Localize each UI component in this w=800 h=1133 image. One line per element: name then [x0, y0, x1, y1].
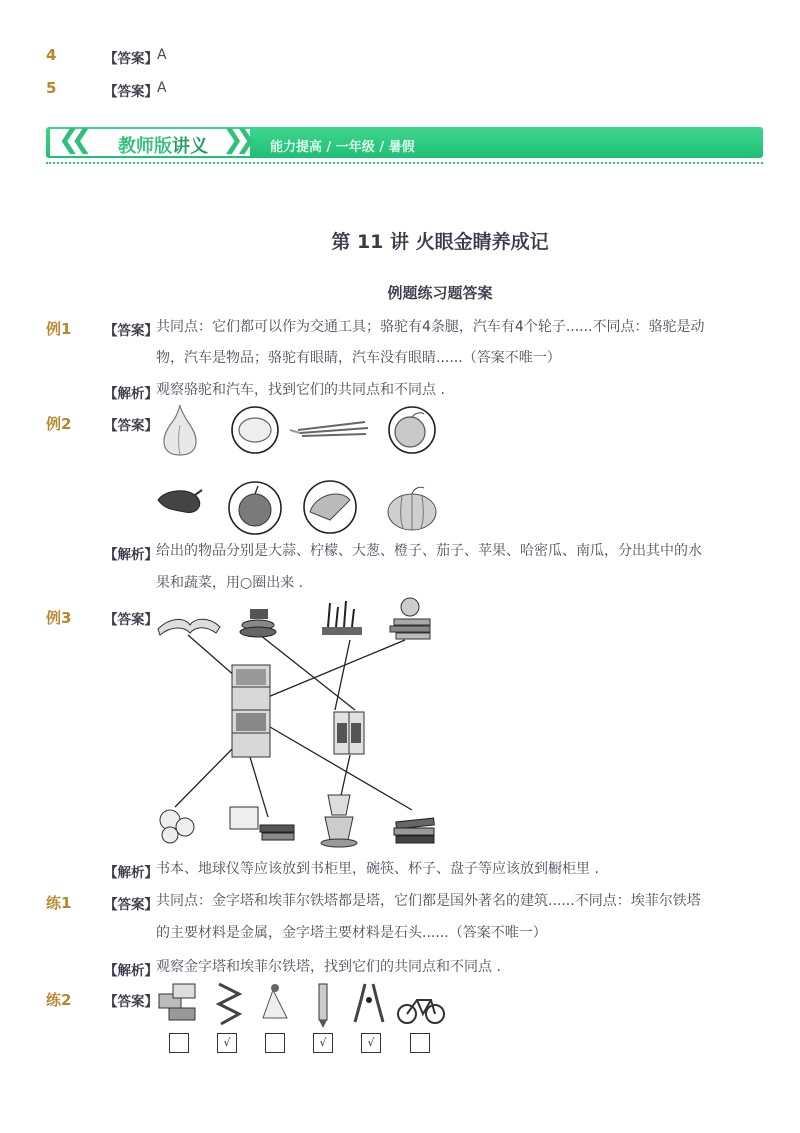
answer-checkbox[interactable]: √	[313, 1033, 333, 1053]
answer-checkbox[interactable]: √	[361, 1033, 381, 1053]
green-onion-icon	[290, 422, 368, 436]
section-title: 例题练习题答案	[387, 284, 493, 302]
example-number: 例3	[46, 609, 72, 627]
answer-text: 的主要材料是金属，金字塔主要材料是石头......（答案不唯一）	[156, 925, 547, 941]
banner-title: 教师版讲义	[118, 136, 208, 157]
practice-number: 练2	[46, 991, 72, 1009]
breadcrumb: 能力提高 / 一年级 / 暑假	[270, 140, 415, 155]
practice-number: 练1	[46, 894, 72, 912]
cups-icon	[321, 795, 357, 847]
bicycle-icon	[398, 1000, 444, 1023]
spring-icon	[219, 984, 239, 1024]
example-number: 例2	[46, 415, 72, 433]
answer-tag: 【答案】	[104, 323, 158, 339]
answer-tag: 【答案】	[104, 418, 158, 434]
bookcase-icon	[232, 665, 270, 757]
answer-text: 共同点：它们都可以作为交通工具；骆驼有4条腿，汽车有4个轮子......不同点：骆驼是动	[156, 319, 705, 335]
apple-icon	[229, 482, 281, 534]
analysis-text: 观察骆驼和汽车，找到它们的共同点和不同点 .	[156, 382, 445, 398]
analysis-text: 给出的物品分别是大蒜、柠檬、大葱、橙子、茄子、苹果、哈密瓜、南瓜，分出其中的水	[156, 543, 702, 559]
eggplant-icon	[158, 490, 202, 512]
pumpkin-icon	[388, 487, 436, 530]
globe-books-icon	[390, 598, 430, 639]
example-number: 例1	[46, 320, 72, 338]
matching-diagram	[150, 595, 450, 855]
open-book-icon	[158, 619, 220, 635]
lemon-icon	[232, 407, 278, 453]
dish-rack-icon	[322, 601, 362, 635]
objects-illustrations	[155, 980, 455, 1030]
analysis-text: 书本、地球仪等应该放到书柜里，碗筷、杯子、盘子等应该放到橱柜里 .	[156, 861, 599, 877]
answer-text: 物，汽车是物品；骆驼有眼睛，汽车没有眼睛......（答案不唯一）	[156, 350, 561, 366]
analysis-tag: 【解析】	[104, 386, 158, 402]
bowls-icon	[240, 609, 276, 637]
cabinet-icon	[334, 712, 364, 754]
analysis-tag: 【解析】	[104, 547, 158, 563]
answer-tag: 【答案】	[104, 994, 158, 1010]
garlic-icon	[164, 405, 196, 455]
answer-tag: 【答案】	[104, 51, 158, 67]
answer-checkbox[interactable]	[265, 1033, 285, 1053]
bricks-icon	[159, 984, 195, 1020]
lecture-title: 第 11 讲 火眼金睛养成记	[331, 231, 549, 253]
answer-tag: 【答案】	[104, 612, 158, 628]
shuttlecock-icon	[263, 984, 287, 1018]
chevron-right-icon: ❯❯	[222, 125, 248, 155]
answer-number-5: 5	[46, 79, 57, 97]
answer-value: A	[157, 47, 167, 63]
analysis-text: 果和蔬菜，用○圈出来 .	[156, 575, 304, 591]
analysis-tag: 【解析】	[104, 865, 158, 881]
analysis-tag: 【解析】	[104, 963, 158, 979]
produce-illustrations	[150, 400, 450, 540]
answer-number-4: 4	[46, 46, 57, 64]
analysis-text: 观察金字塔和埃菲尔铁塔，找到它们的共同点和不同点 .	[156, 959, 501, 975]
answer-tag: 【答案】	[104, 84, 158, 100]
plates-icon	[160, 810, 194, 843]
books-icon	[230, 807, 294, 840]
answer-text: 共同点：金字塔和埃菲尔铁塔都是塔，它们都是国外著名的建筑......不同点：埃菲尔铁塔	[156, 893, 701, 909]
chevron-left-icon: ❮❮	[58, 125, 84, 155]
orange-icon	[389, 407, 435, 453]
divider	[46, 162, 763, 164]
pliers-icon	[355, 984, 383, 1022]
answer-tag: 【答案】	[104, 897, 158, 913]
pencil-icon	[319, 984, 327, 1028]
book-stack-icon	[394, 818, 434, 843]
answer-checkbox[interactable]: √	[217, 1033, 237, 1053]
answer-checkbox[interactable]	[410, 1033, 430, 1053]
melon-icon	[304, 481, 356, 533]
answer-value: A	[157, 80, 167, 96]
answer-checkbox[interactable]	[169, 1033, 189, 1053]
